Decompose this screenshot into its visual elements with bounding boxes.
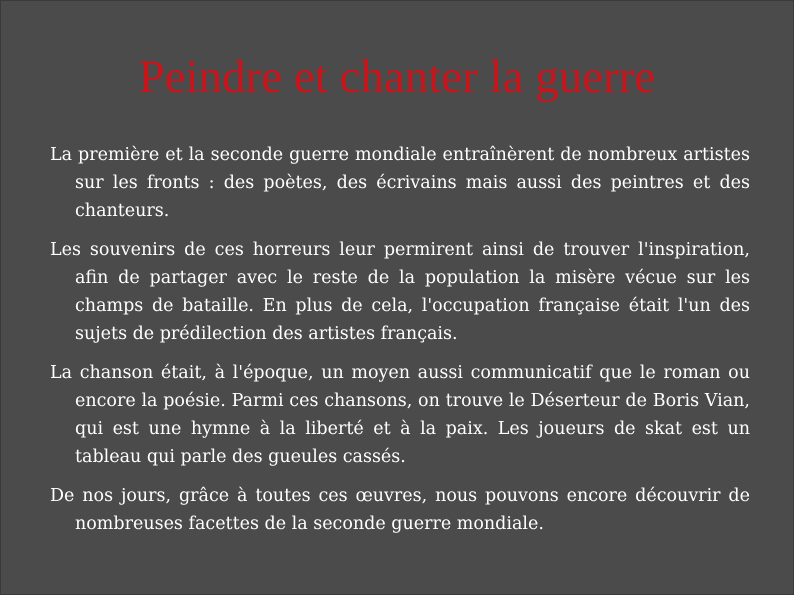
paragraph-3: La chanson était, à l'époque, un moyen aussi communicatif que le roman ou encore la poésie. Parmi ces chansons, on trouve le Déserteur de Boris Vian, qui est une hymne à la liberté et à la paix. Les joueurs de skat est un tableau qui parle des gueules cassés.	[50, 363, 750, 467]
paragraph-1: La première et la seconde guerre mondiale entraînèrent de nombreux artistes sur les fronts : des poètes, des écrivains mais aussi des peintres et des chanteurs.	[50, 145, 750, 221]
paragraph-2: Les souvenirs de ces horreurs leur permirent ainsi de trouver l'inspiration, afin de partager avec le reste de la population la misère vécue sur les champs de bataille. En plus de cela, l'occupation française était l'un des sujets de prédilection des artistes français.	[50, 240, 750, 344]
paragraph-4: De nos jours, grâce à toutes ces œuvres, nous pouvons encore découvrir de nombreuses facettes de la seconde guerre mondiale.	[50, 486, 750, 534]
slide-body	[50, 141, 750, 549]
slide-title: Peindre et chanter la guerre	[138, 51, 656, 103]
